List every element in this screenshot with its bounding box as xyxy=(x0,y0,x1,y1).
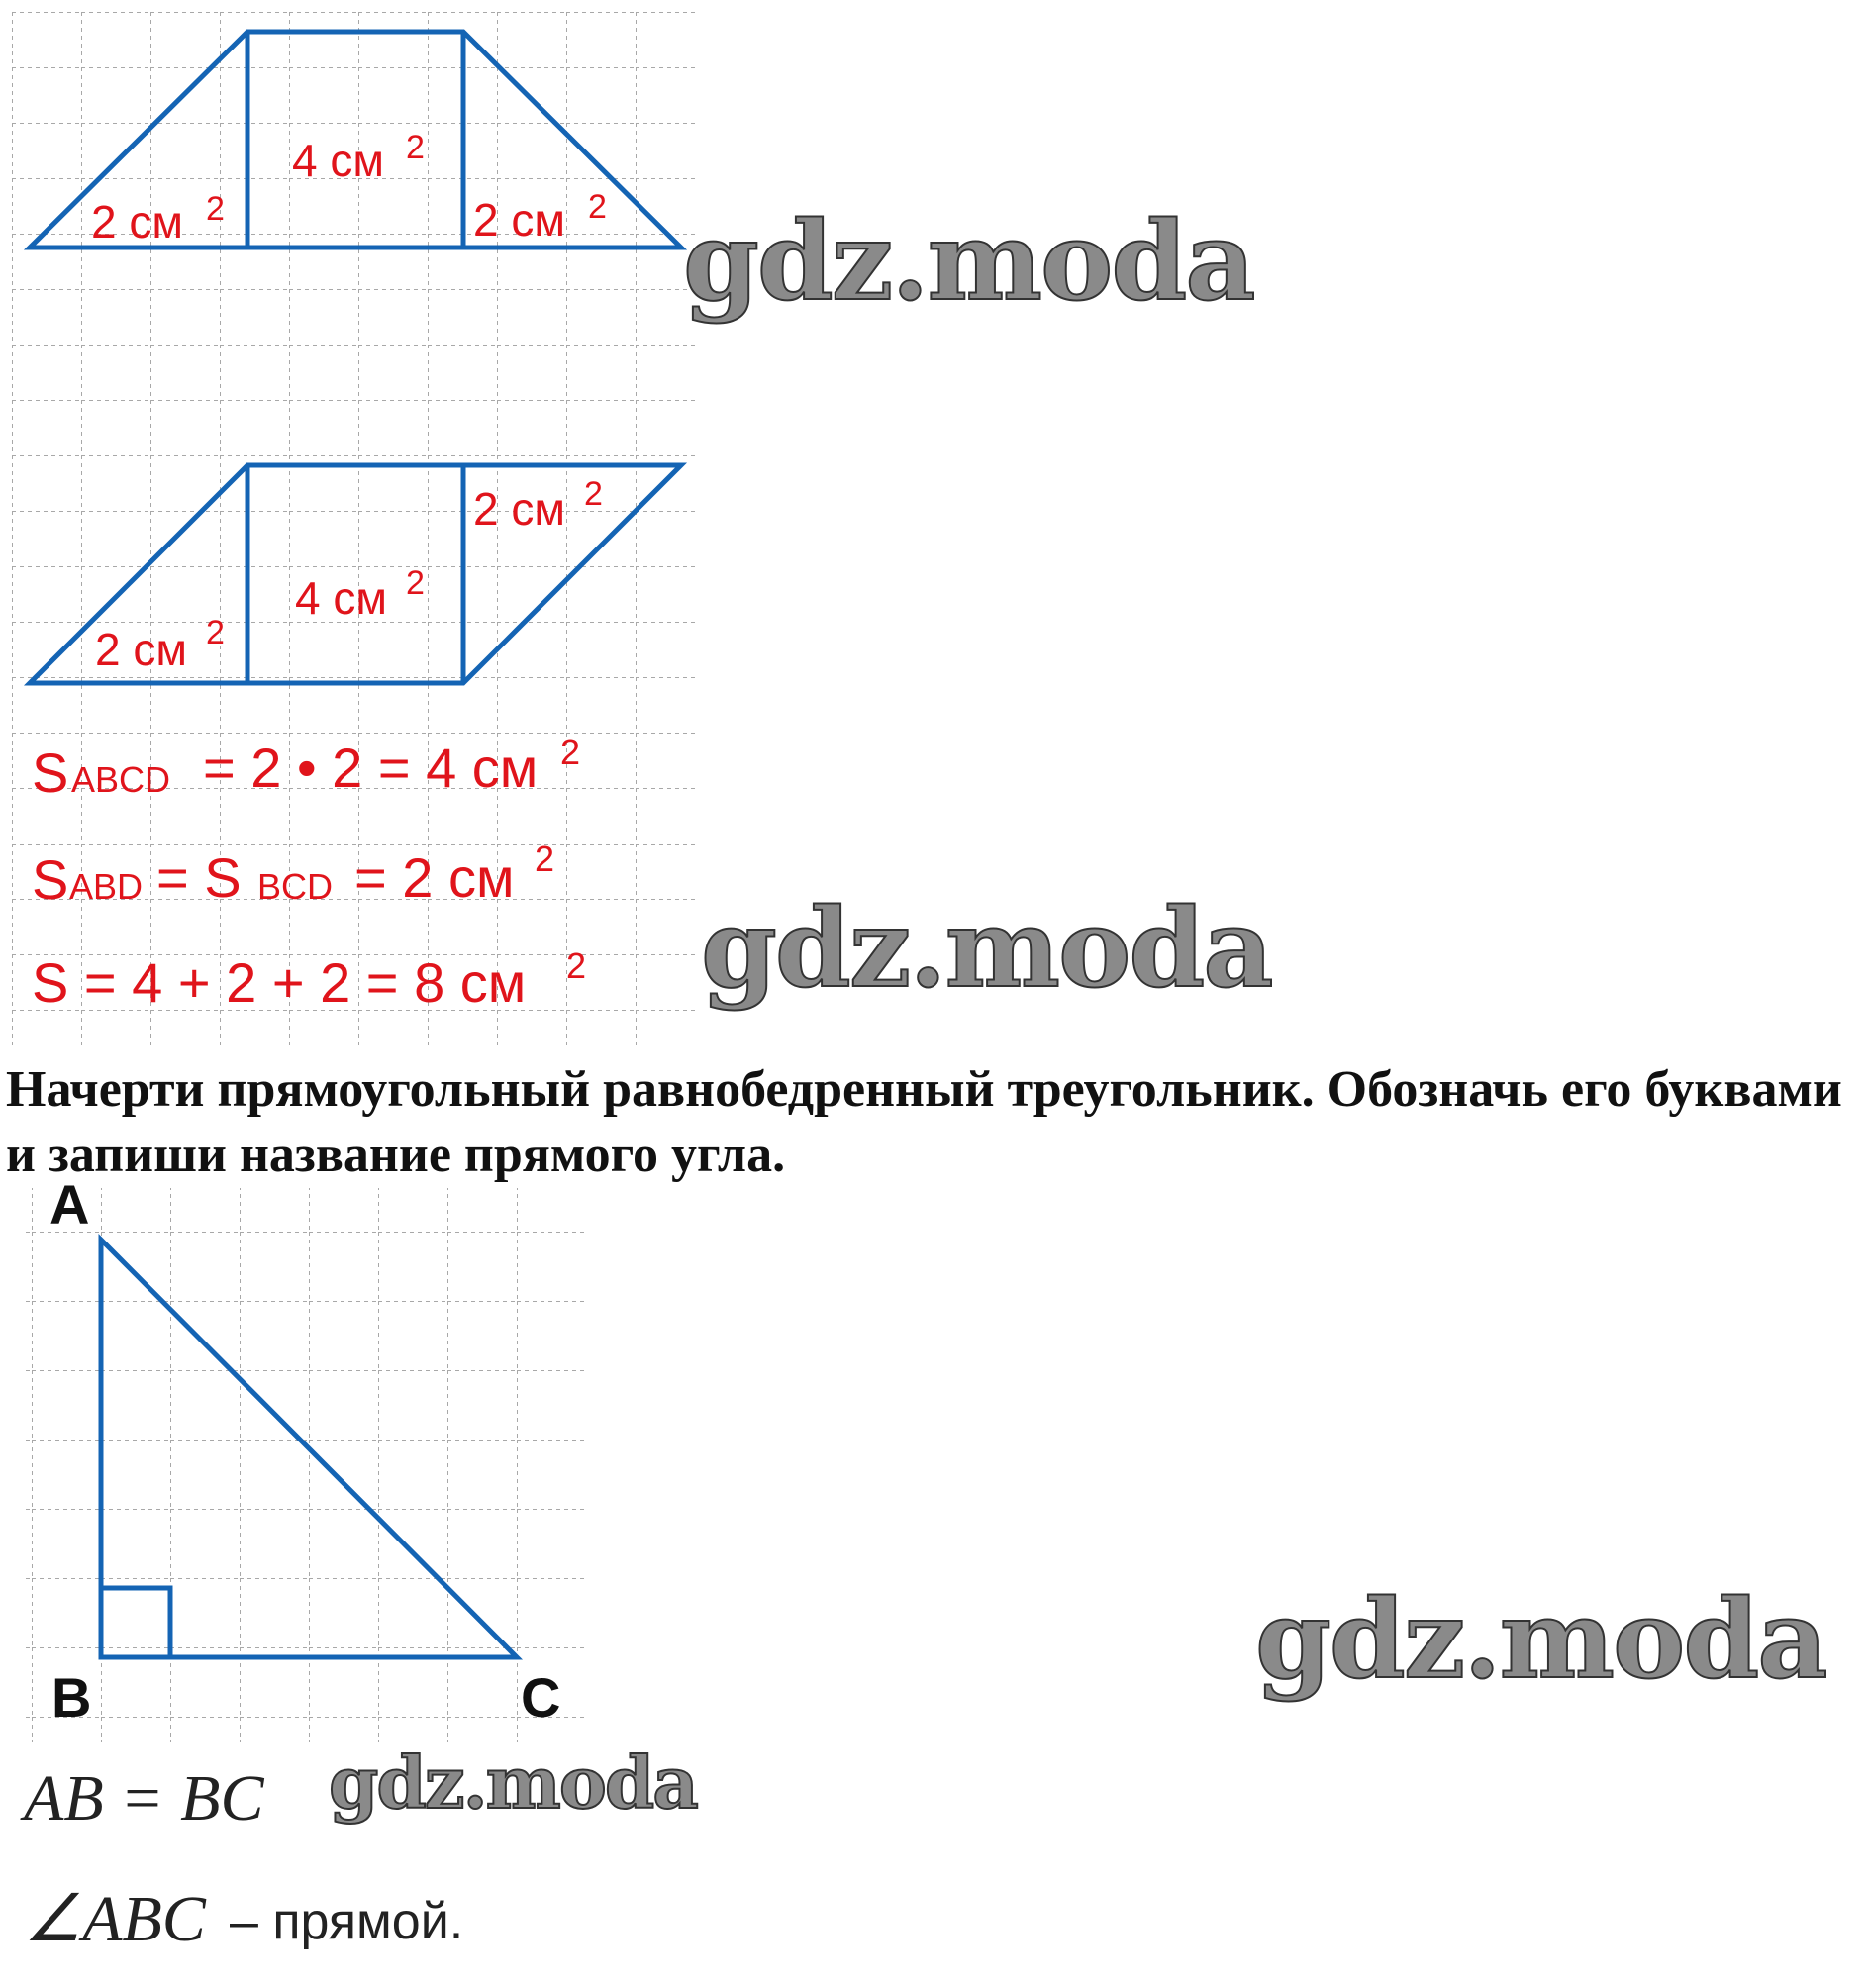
vertex-b-label: B xyxy=(51,1666,92,1729)
task-instruction: Начерти прямоугольный равнобедренный треугольник. Обозначь его буквами и запиши название прямого угла. xyxy=(6,1061,1842,1183)
formula1-rest: = 2 • 2 = 4 см xyxy=(203,737,539,799)
para-center-exp: 2 xyxy=(406,564,425,602)
formula1-s: S xyxy=(32,742,69,804)
trap-right-exp: 2 xyxy=(588,188,607,226)
para-bottom-left-exp: 2 xyxy=(206,614,225,651)
trap-center-label: 4 см xyxy=(292,135,384,186)
formula1-sub: ABCD xyxy=(71,759,171,800)
para-top-right-exp: 2 xyxy=(584,475,603,513)
trap-center-exp: 2 xyxy=(406,129,425,166)
watermark-3: gdz.moda xyxy=(1255,1575,1826,1703)
formula1-exp: 2 xyxy=(560,732,581,772)
formula2-s1: S xyxy=(32,848,69,911)
para-bottom-left-label: 2 см xyxy=(95,624,187,675)
trap-left-exp: 2 xyxy=(206,190,225,228)
formula-line-3 xyxy=(32,945,586,1014)
watermark-2: gdz.moda xyxy=(701,884,1272,1012)
answer-angle-suffix: – прямой. xyxy=(230,1893,464,1950)
formula2-sub2: BCD xyxy=(257,866,334,907)
vertex-c-label: C xyxy=(521,1666,561,1729)
trap-right-label: 2 см xyxy=(473,194,565,246)
vertex-a-label: A xyxy=(49,1173,90,1236)
para-center-label: 4 см xyxy=(295,572,387,624)
formula3-exp: 2 xyxy=(566,945,587,986)
formula2-mid: = S xyxy=(156,846,242,909)
answer-equality: AB = BC xyxy=(24,1762,264,1835)
formula2-exp: 2 xyxy=(535,839,555,879)
formula2-rest: = 2 см xyxy=(354,846,515,909)
answer-angle-name: ∠ABC xyxy=(24,1883,206,1955)
para-top-right-label: 2 см xyxy=(473,483,565,535)
watermark-4: gdz.moda xyxy=(329,1740,697,1825)
formula2-sub1: ABD xyxy=(69,866,144,907)
trap-left-label: 2 см xyxy=(91,196,183,248)
formula3-text: S = 4 + 2 + 2 = 8 см xyxy=(32,951,527,1014)
watermark-1: gdz.moda xyxy=(683,197,1254,325)
